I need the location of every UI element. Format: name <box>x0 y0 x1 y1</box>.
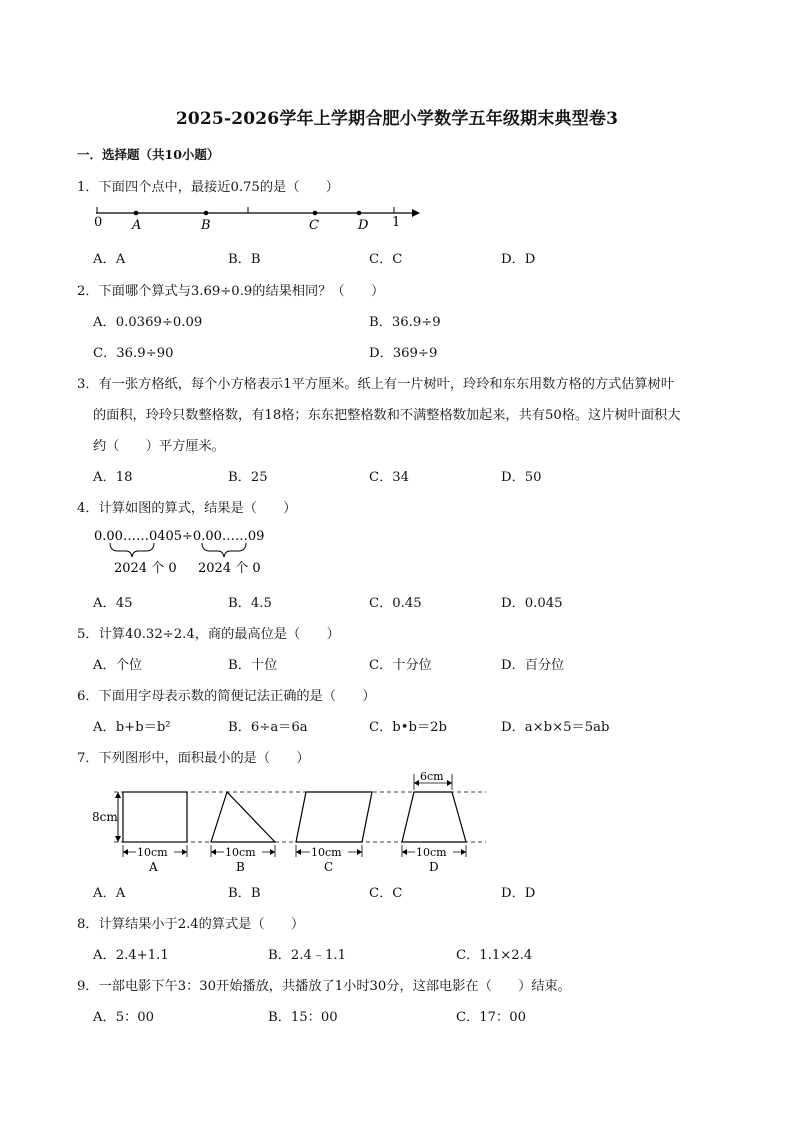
question-4-stem: 4．计算如图的算式，结果是（ ） <box>77 501 297 516</box>
q9-option-a[interactable]: A．5：00 <box>93 1010 155 1025</box>
shape-a-rectangle <box>123 792 187 842</box>
zero-count-note-2: 2024 个 0 <box>198 561 261 576</box>
q7-option-c[interactable]: C．C <box>369 886 403 901</box>
question-3-line-1: 3．有一张方格纸，每个小方格表示1平方厘米。纸上有一片树叶，玲玲和东东用数方格的方式估算树叶 <box>77 377 675 392</box>
q4-option-c[interactable]: C．0.45 <box>369 596 422 611</box>
top-label: 6cm <box>420 770 444 783</box>
shape-b-triangle <box>211 792 275 842</box>
question-9-stem: 9．一部电影下午3：30开始播放，共播放了1小时30分，这部电影在（ ）结束。 <box>77 979 571 994</box>
number-line-arrow <box>412 209 420 217</box>
number-line-figure <box>90 203 420 235</box>
question-5-stem: 5．计算40.32÷2.4，商的最高位是（ ） <box>77 627 340 642</box>
base-label-a: 10cm <box>137 846 168 859</box>
q2-option-c[interactable]: C．36.9÷90 <box>93 346 174 361</box>
point-c <box>313 211 318 216</box>
q1-option-c[interactable]: C．C <box>369 252 403 267</box>
q9-option-b[interactable]: B．15：00 <box>268 1010 338 1025</box>
q2-option-a[interactable]: A．0.0369÷0.09 <box>93 315 203 330</box>
base-label-c: 10cm <box>311 846 342 859</box>
q7-option-b[interactable]: B．B <box>228 886 261 901</box>
brace-right <box>202 543 246 557</box>
shape-c-parallelogram <box>296 792 372 842</box>
height-label: 8cm <box>92 810 118 824</box>
q3-option-b[interactable]: B．25 <box>228 470 268 485</box>
question-3-line-2: 的面积，玲玲只数整格数，有18格；东东把整格数和不满整格数加起来，共有50格。这片树叶面积大 <box>93 408 681 423</box>
zero-count-note-1: 2024 个 0 <box>114 561 177 576</box>
q4-option-b[interactable]: B．4.5 <box>228 596 272 611</box>
brace-left <box>110 543 154 557</box>
page-title: 2025-2026学年上学期合肥小学数学五年级期末典型卷3 <box>175 109 619 129</box>
q5-option-b[interactable]: B．十位 <box>228 658 278 673</box>
question-7-stem: 7．下列图形中，面积最小的是（ ） <box>77 751 310 766</box>
q5-option-a[interactable]: A．个位 <box>93 658 143 673</box>
height-arrow-down <box>115 836 121 842</box>
expression-figure <box>92 524 272 580</box>
q5-option-c[interactable]: C．十分位 <box>369 658 432 673</box>
d-top-arrow-right <box>447 780 452 786</box>
question-2-stem: 2．下面哪个算式与3.69÷0.9的结果相同？（ ） <box>77 284 385 299</box>
shape-label-a: A <box>149 860 158 874</box>
base-label-b: 10cm <box>225 846 256 859</box>
shape-d-trapezoid <box>402 792 466 842</box>
question-1-stem: 1．下面四个点中，最接近0.75的是（ ） <box>77 180 339 195</box>
label-b: B <box>201 218 211 233</box>
base-label-d: 10cm <box>416 846 447 859</box>
q6-option-b[interactable]: B．6÷a＝6a <box>228 720 308 735</box>
q7-option-d[interactable]: D．D <box>501 886 536 901</box>
q7-option-a[interactable]: A．A <box>93 886 126 901</box>
point-a <box>134 211 139 216</box>
q9-option-c[interactable]: C．17：00 <box>456 1010 527 1025</box>
base-dimensions <box>123 845 466 857</box>
q2-option-b[interactable]: B．36.9÷9 <box>369 315 441 330</box>
q6-option-a[interactable]: A．b+b＝b² <box>93 720 171 735</box>
label-c: C <box>309 218 319 233</box>
q1-option-a[interactable]: A．A <box>93 252 126 267</box>
q3-option-a[interactable]: A．18 <box>93 470 133 485</box>
q6-option-c[interactable]: C．b•b＝2b <box>369 720 447 735</box>
point-b <box>204 211 209 216</box>
d-top-arrow-left <box>414 780 419 786</box>
question-3-line-3: 约（ ）平方厘米。 <box>93 439 225 454</box>
q6-option-d[interactable]: D．a×b×5＝5ab <box>501 720 610 735</box>
q8-option-c[interactable]: C．1.1×2.4 <box>456 948 533 963</box>
q3-option-c[interactable]: C．34 <box>369 470 410 485</box>
q3-option-d[interactable]: D．50 <box>501 470 542 485</box>
shapes-figure <box>90 770 490 876</box>
section-heading: 一．选择题（共10小题） <box>77 147 220 162</box>
q5-option-d[interactable]: D．百分位 <box>501 658 565 673</box>
expression-text: 0.00……0405÷0.00……09 <box>94 529 265 544</box>
label-zero: 0 <box>94 215 103 230</box>
question-8-stem: 8．计算结果小于2.4的算式是（ ） <box>77 917 305 932</box>
q4-option-d[interactable]: D．0.045 <box>501 596 563 611</box>
height-arrow-up <box>115 792 121 798</box>
shape-label-d: D <box>429 860 439 874</box>
point-d <box>357 211 362 216</box>
q1-option-d[interactable]: D．D <box>501 252 536 267</box>
question-6-stem: 6．下面用字母表示数的简便记法正确的是（ ） <box>77 689 376 704</box>
q1-option-b[interactable]: B．B <box>228 252 261 267</box>
q2-option-d[interactable]: D．369÷9 <box>369 346 438 361</box>
shape-label-c: C <box>324 860 334 874</box>
q4-option-a[interactable]: A．45 <box>93 596 133 611</box>
label-one: 1 <box>392 215 401 230</box>
q8-option-a[interactable]: A．2.4+1.1 <box>93 948 169 963</box>
shape-label-b: B <box>236 860 245 874</box>
q8-option-b[interactable]: B．2.4﹣1.1 <box>268 948 347 963</box>
label-d: D <box>358 218 369 233</box>
label-a: A <box>132 218 142 233</box>
